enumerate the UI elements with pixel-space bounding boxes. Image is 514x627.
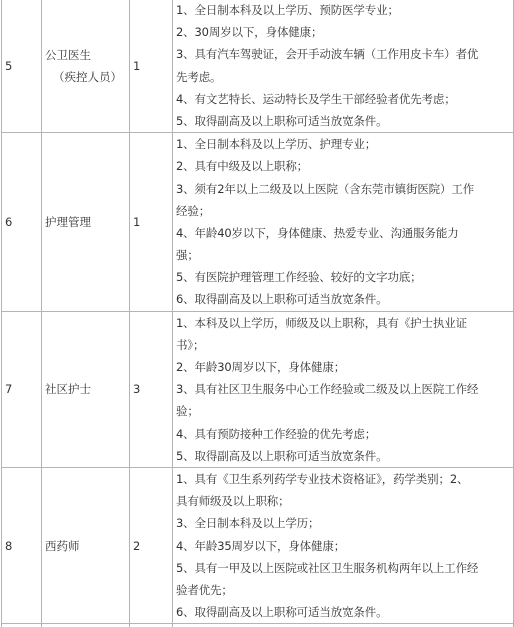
requirement-line: 先考虑。 xyxy=(176,69,222,84)
headcount: 3 xyxy=(130,311,173,467)
requirement-line: 验者优先； xyxy=(176,582,233,597)
requirements-cell xyxy=(173,0,514,133)
requirement-line: 经验； xyxy=(176,203,211,218)
requirement-line: 强； xyxy=(176,248,199,263)
requirement-line: 4、具有预防接种工作经验的优先考虑； xyxy=(176,426,377,441)
row-number: 6 xyxy=(2,133,42,312)
headcount: 1 xyxy=(130,0,173,133)
requirement-line: 验； xyxy=(176,404,199,419)
table-row xyxy=(2,311,514,467)
requirement-line: 4、年龄40岁以下，身体健康、热爱专业、沟通服务能力 xyxy=(176,225,459,240)
position-title-line: 西药师 xyxy=(45,538,80,553)
requirement-line: 2、具有中级及以上职称； xyxy=(176,159,309,174)
position-title xyxy=(42,311,130,467)
requirement-line: 5、有医院护理管理工作经验、较好的文字功底； xyxy=(176,270,422,285)
requirement-line: 1、具有《卫生系列药学专业技术资格证》，药学类别；2、 xyxy=(176,471,469,486)
requirement-line: 5、具有一甲及以上医院或社区卫生服务机构两年以上工作经 xyxy=(176,560,479,575)
table-row xyxy=(2,0,514,133)
requirement-line: 具有师级及以上职称； xyxy=(176,494,290,509)
requirement-line: 3、须有2年以上二级及以上医院（含东莞市镇街医院）工作 xyxy=(176,181,475,196)
position-title xyxy=(42,0,130,133)
row-number: 7 xyxy=(2,311,42,467)
requirement-line: 3、全日制本科及以上学历； xyxy=(176,516,320,531)
recruitment-table xyxy=(1,0,514,627)
requirement-line: 1、全日制本科及以上学历、护理专业； xyxy=(176,137,377,152)
position-title xyxy=(42,467,130,623)
requirement-line: 3、具有社区卫生服务中心工作经验或二级及以上医院工作经 xyxy=(176,382,479,397)
requirement-line: 6、取得副高及以上职称可适当放宽条件。 xyxy=(176,605,388,620)
position-title-line: 护理管理 xyxy=(45,214,91,229)
requirement-line: 4、有文艺特长、运动特长及学生干部经验者优先考虑； xyxy=(176,91,456,106)
headcount: 1 xyxy=(130,133,173,312)
requirement-line: 4、年龄35周岁以下，身体健康； xyxy=(176,538,346,553)
position-title-line: 公卫医生 xyxy=(45,47,91,62)
requirement-line: 3、具有汽车驾驶证，会开手动波车辆（工作用皮卡车）者优 xyxy=(176,47,479,62)
row-number: 5 xyxy=(2,0,42,133)
position-title-subline: （疾控人员） xyxy=(53,69,122,84)
requirement-line: 6、取得副高及以上职称可适当放宽条件。 xyxy=(176,292,388,307)
requirement-line: 1、全日制本科及以上学历、预防医学专业； xyxy=(176,3,399,17)
requirements-cell xyxy=(173,467,514,623)
requirement-line: 5、取得副高及以上职称可适当放宽条件。 xyxy=(176,448,388,463)
requirement-line: 1、本科及以上学历，师级及以上职称，具有《护士执业证 xyxy=(176,315,467,330)
headcount: 2 xyxy=(130,467,173,623)
row-number: 8 xyxy=(2,467,42,623)
requirement-line: 5、取得副高及以上职称可适当放宽条件。 xyxy=(176,113,388,128)
table-row xyxy=(2,467,514,623)
table-row xyxy=(2,133,514,312)
position-title-line: 社区护士 xyxy=(45,382,91,397)
position-title xyxy=(42,133,130,312)
requirements-cell xyxy=(173,133,514,312)
requirements-cell xyxy=(173,311,514,467)
requirement-line: 2、年龄30周岁以下，身体健康； xyxy=(176,360,346,374)
requirement-line: 书》； xyxy=(176,337,205,352)
requirement-line: 2、30周岁以下，身体健康； xyxy=(176,25,323,40)
